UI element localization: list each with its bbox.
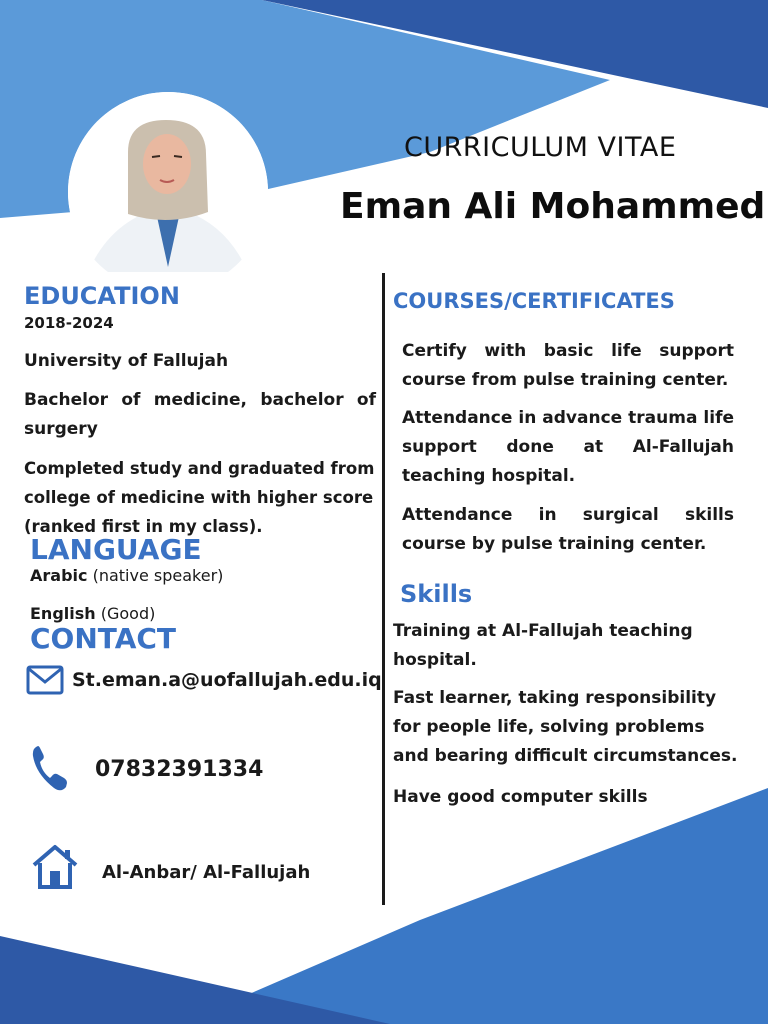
- skill-item: Fast learner, taking responsibility for people life, solving problems and bearing difficult circumstances.: [393, 688, 738, 766]
- course-item: Attendance in surgical skills course by pulse training center.: [402, 505, 734, 554]
- language-heading: LANGUAGE: [30, 533, 202, 566]
- contact-heading: CONTACT: [30, 622, 177, 655]
- education-achievement: Completed study and graduated from college of medicine with higher score (ranked first in my class).: [24, 459, 375, 536]
- column-divider: [382, 273, 385, 905]
- language-item-arabic: [30, 566, 223, 585]
- language-name: English: [30, 604, 96, 623]
- portrait-photo: [68, 92, 268, 292]
- education-years: 2018-2024: [24, 314, 114, 332]
- course-item: Attendance in advance trauma life support done at Al-Fallujah teaching hospital.: [402, 408, 734, 486]
- email-icon: [26, 665, 64, 699]
- contact-address: Al-Anbar/ Al-Fallujah: [102, 862, 311, 883]
- course-item: Certify with basic life support course from pulse training center.: [402, 341, 734, 390]
- phone-icon: [30, 742, 70, 798]
- language-item-english: [30, 604, 155, 623]
- skills-heading: Skills: [400, 580, 473, 608]
- profile-photo-frame: [68, 92, 268, 292]
- education-heading: EDUCATION: [24, 282, 180, 310]
- education-university: University of Fallujah: [24, 351, 229, 371]
- home-icon: [30, 843, 80, 895]
- bottom-right-mid-blue-band: [180, 788, 768, 1024]
- language-level: (native speaker): [92, 566, 224, 585]
- cv-title: CURRICULUM VITAE: [404, 132, 677, 163]
- skill-item: Have good computer skills: [393, 787, 648, 807]
- contact-email[interactable]: St.eman.a@uofallujah.edu.iq: [72, 669, 382, 691]
- language-name: Arabic: [30, 566, 88, 585]
- skill-item: Training at Al-Fallujah teaching hospital.: [393, 621, 693, 670]
- education-degree: Bachelor of medicine, bachelor of surgery: [24, 390, 376, 439]
- language-level: (Good): [100, 604, 156, 623]
- courses-heading: COURSES/CERTIFICATES: [393, 289, 675, 313]
- contact-phone[interactable]: 07832391334: [95, 757, 264, 782]
- person-name: Eman Ali Mohammed: [340, 186, 766, 227]
